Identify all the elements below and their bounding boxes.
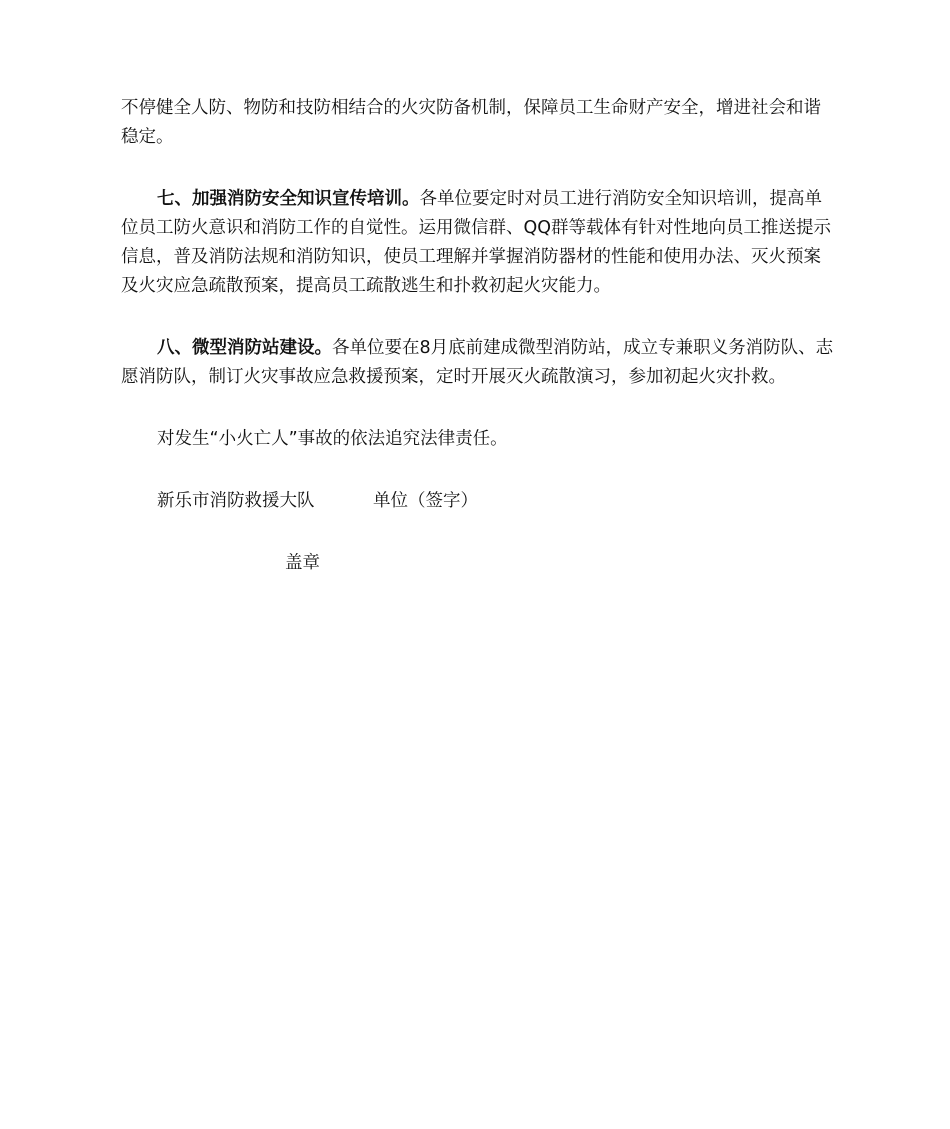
section-seven-paragraph — [121, 185, 837, 301]
unit-signature-label: 单位（签字） — [373, 491, 478, 511]
paragraph-continuation — [121, 94, 837, 152]
section-eight-heading: 八、微型消防站建设。 — [157, 338, 332, 358]
liability-note: 对发生“小火亡人”事故的依法追究法律责任。 — [157, 429, 508, 449]
section-eight-body: 各单位要在8月底前建成微型消防站，成立专兼职义务消防队、志愿消防队，制订火灾事故应急救援预案，定时开展灭火疏散演习，参加初起火灾扑救。 — [121, 338, 834, 387]
section-eight-paragraph — [121, 334, 837, 392]
section-seven-body: 各单位要定时对员工进行消防安全知识培训，提高单位员工防火意识和消防工作的自觉性。运用微信群、QQ群等载体有针对性地向员工推送提示信息，普及消防法规和消防知识，使员工理解并掌握消防器材的性能和使用办法、灭火预案及火灾应急疏散预案，提高员工疏散逃生和扑救初起火灾能力。 — [121, 189, 832, 296]
paragraph-continuation-text: 不停健全人防、物防和技防相结合的火灾防备机制，保障员工生命财产安全，增进社会和谐稳定。 — [121, 98, 821, 147]
section-seven-heading: 七、加强消防安全知识宣传培训。 — [157, 189, 420, 209]
issuer-name: 新乐市消防救援大队 — [157, 491, 315, 511]
seal-label: 盖章 — [285, 553, 320, 573]
